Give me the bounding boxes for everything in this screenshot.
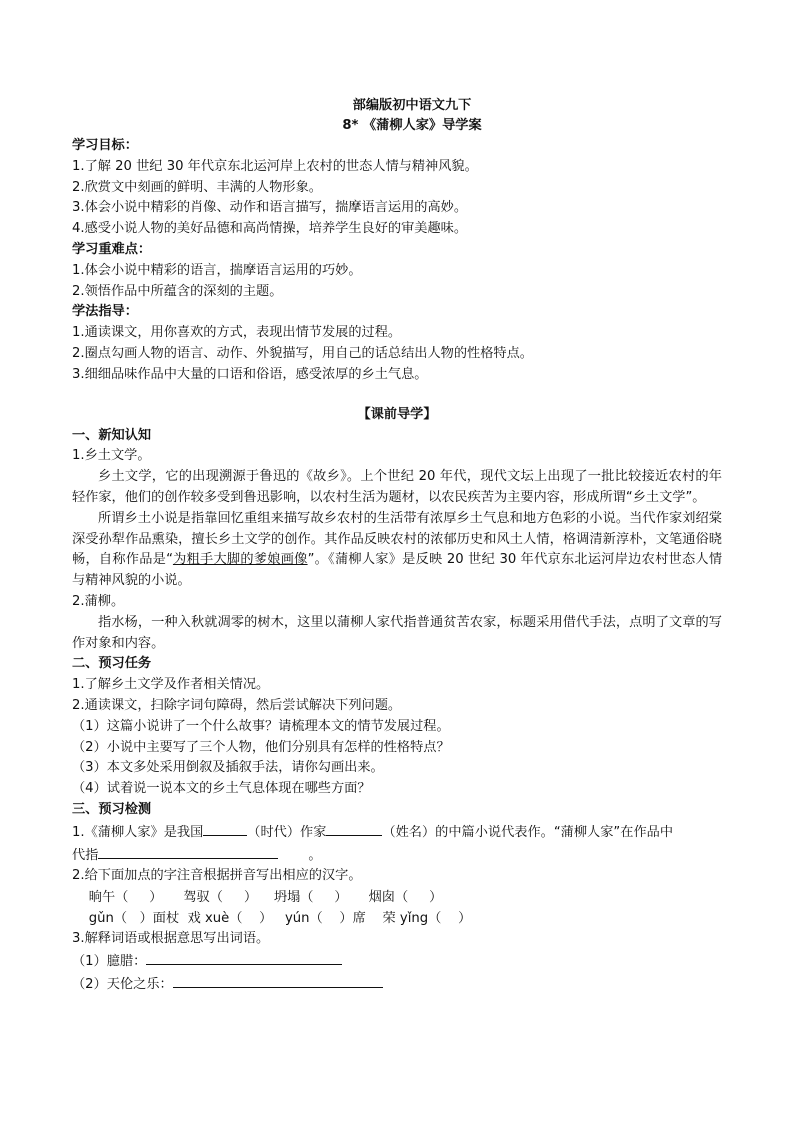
answer-blank[interactable] — [173, 973, 383, 988]
key-point-item: 2.领悟作品中所蕴含的深刻的主题。 — [72, 283, 283, 299]
question-3-2 — [72, 973, 722, 996]
question-text: （时代）作家 — [247, 824, 327, 840]
question-3-1 — [72, 950, 722, 973]
underlined-quote: 为粗手大脚的爹娘画像 — [172, 552, 308, 568]
question-text: 1.《蒲柳人家》是我国 — [72, 824, 204, 840]
paragraph-native-literature: 乡土文学，它的出现溯源于鲁迅的《故乡》。上个世纪 20 年代，现代文坛上出现了一批比较接近农村的年轻作家，他们的创作较多受到鲁迅影响，以农村生活为题材，以农民疾苦为主要内容，形成所谓“乡土文学”。 — [72, 469, 722, 505]
section-3-heading: 三、预习检测 — [72, 801, 152, 817]
objective-item: 1.了解 20 世纪 30 年代京东北运河岸上农村的世态人情与精神风貌。 — [72, 158, 478, 174]
answer-blank[interactable] — [146, 950, 342, 965]
document-body — [72, 96, 722, 995]
paragraph-native-novel — [72, 509, 722, 592]
section-1-item-1: 1.乡土文学。 — [72, 448, 151, 464]
objective-item: 4.感受小说人物的美好品德和高尚情操，培养学生良好的审美趣味。 — [72, 221, 468, 237]
paragraph-text: ”。《蒲柳人家》是反映 20 世纪 30 年代京东北运河岸边农村世态人情与精神风貌的小说。 — [72, 552, 723, 589]
method-item: 3.细细品味作品中大量的口语和俗语，感受浓厚的乡土气息。 — [72, 366, 428, 382]
task-item: 2.通读课文，扫除字词句障碍，然后尝试解决下列问题。 — [72, 697, 402, 713]
task-item: （3）本文多处采用倒叙及插叙手法，请你勾画出来。 — [72, 760, 384, 776]
question-1-cont — [72, 844, 722, 867]
question-1 — [72, 821, 722, 844]
question-3: 3.解释词语或根据意思写出词语。 — [72, 931, 270, 947]
question-text: 代指 — [72, 847, 99, 863]
paragraph-puliu: 指水杨，一种入秋就凋零的树木，这里以蒲柳人家代指普通贫苦农家，标题采用借代手法，点明了文章的写作对象和内容。 — [72, 614, 722, 651]
doc-title: 部编版初中语文九下 — [352, 98, 472, 113]
answer-blank[interactable] — [98, 844, 278, 859]
method-item: 2.圈点勾画人物的语言、动作、外貌描写，用自己的话总结出人物的性格特点。 — [72, 345, 533, 361]
section-2-heading: 二、预习任务 — [72, 656, 152, 672]
key-points-heading: 学习重难点： — [72, 241, 152, 257]
objective-item: 2.欣赏文中刻画的鲜明、丰满的人物形象。 — [72, 179, 322, 195]
question-text: （2）天伦之乐： — [72, 976, 173, 992]
key-point-item: 1.体会小说中精彩的语言，揣摩语言运用的巧妙。 — [72, 262, 362, 278]
pinyin-row-1: 晌午（ ） 驾驭（ ） 坍塌（ ） 烟囱（ ） — [72, 890, 443, 906]
pinyin-row-2: gǔn（ ）面杖 戏 xuè（ ） yún（ ）席 荣 yǐng（ ） — [72, 911, 472, 927]
answer-blank[interactable] — [326, 821, 382, 836]
question-text: 。 — [308, 847, 322, 863]
section-1-heading: 一、新知认知 — [72, 427, 152, 443]
paragraph-text: 所谓乡土小说是指靠回忆重组来描写故乡农村的生活带有浓厚乡土气息和地方色彩的小说。当代作家刘绍棠深受孙犁作品熏染，擅长乡土文学的创作。其作品反映农村的浓郁历史和风土人情，格调清新淳朴，文笔通俗晓畅，自称作品是“ — [72, 510, 722, 568]
method-item: 1.通读课文，用你喜欢的方式，表现出情节发展的过程。 — [72, 325, 402, 341]
pre-class-heading: 【课前导学】 — [357, 406, 437, 422]
section-1-item-2: 2.蒲柳。 — [72, 593, 125, 609]
question-2: 2.给下面加点的字注音根据拼音写出相应的汉字。 — [72, 868, 362, 884]
doc-subtitle: 8* 《蒲柳人家》导学案 — [342, 118, 482, 133]
question-text: （1）臆腊： — [72, 953, 147, 969]
objective-item: 3.体会小说中精彩的肖像、动作和语言描写，揣摩语言运用的高妙。 — [72, 200, 468, 216]
task-item: （1）这篇小说讲了一个什么故事？请梳理本文的情节发展过程。 — [72, 718, 450, 734]
answer-blank[interactable] — [203, 821, 247, 836]
task-item: 1.了解乡土文学及作者相关情况。 — [72, 677, 270, 693]
objectives-heading: 学习目标： — [72, 138, 138, 153]
question-text: （姓名）的中篇小说代表作。“蒲柳人家”在作品中 — [382, 824, 674, 840]
task-item: （2）小说中主要写了三个人物，他们分别具有怎样的性格特点？ — [72, 739, 450, 755]
methods-heading: 学法指导： — [72, 304, 138, 320]
task-item: （4）试着说一说本文的乡土气息体现在哪些方面？ — [72, 781, 371, 797]
